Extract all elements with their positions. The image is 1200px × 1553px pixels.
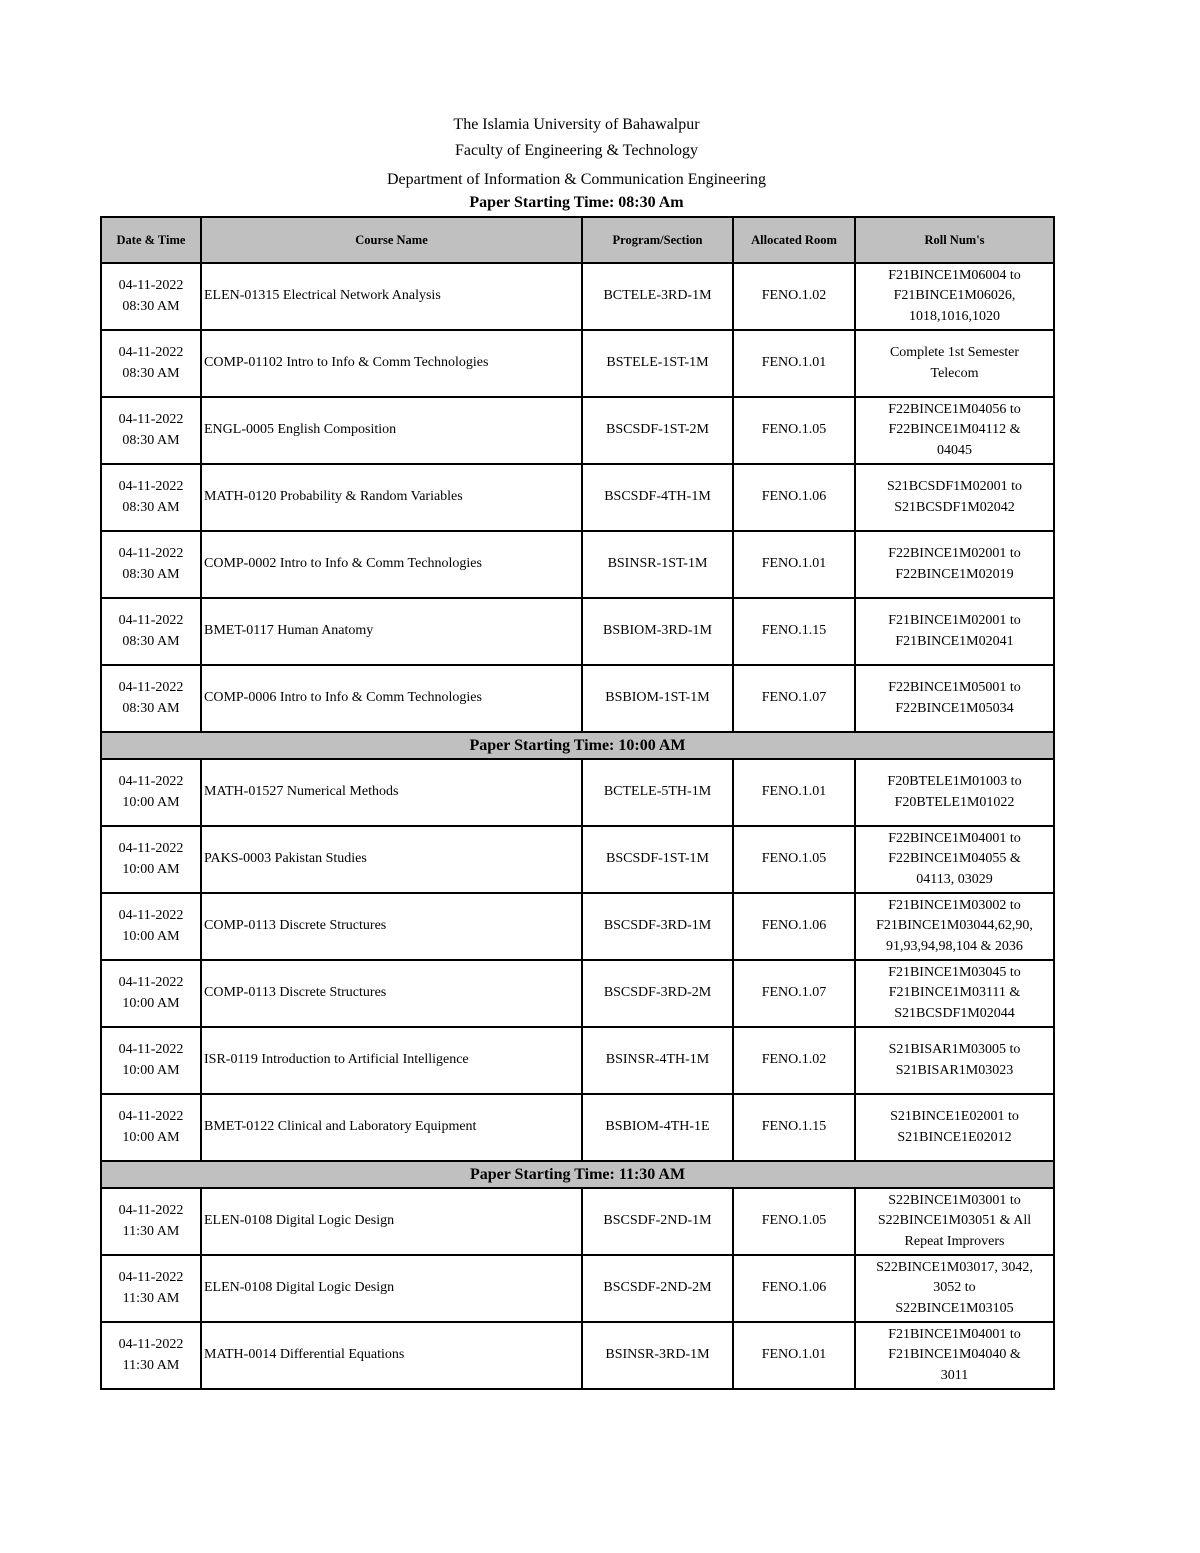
exam-date: 04-11-2022 — [118, 1109, 184, 1124]
roll-number-line: F22BINCE1M04001 to — [888, 830, 1021, 846]
date-time-cell — [101, 665, 201, 732]
roll-number-line: S22BINCE1M03051 & All — [877, 1213, 1032, 1229]
exam-time: 08:30 AM — [122, 432, 180, 448]
program-section-cell: BSCSDF-1ST-1M — [582, 826, 733, 893]
roll-number-line: Complete 1st Semester — [889, 345, 1020, 360]
table-row — [101, 397, 1054, 464]
date-time-cell — [101, 1188, 201, 1255]
table-row — [101, 665, 1054, 732]
column-header-course-name: Course Name — [201, 217, 582, 263]
allocated-room-cell: FENO.1.06 — [733, 464, 855, 531]
roll-number-line: 91,93,94,98,104 & 2036 — [886, 938, 1023, 954]
course-name-cell: ELEN-01315 Electrical Network Analysis — [201, 263, 582, 330]
exam-time: 10:00 AM — [122, 1129, 180, 1145]
exam-time: 10:00 AM — [122, 861, 180, 877]
course-name-cell: COMP-01102 Intro to Info & Comm Technologies — [201, 330, 582, 397]
program-section-cell: BSBIOM-3RD-1M — [582, 598, 733, 665]
exam-time: 08:30 AM — [122, 566, 180, 582]
first-paper-start-time: Paper Starting Time: 08:30 Am — [469, 194, 684, 211]
exam-time: 08:30 AM — [122, 633, 180, 649]
program-section-cell: BSCSDF-2ND-1M — [582, 1188, 733, 1255]
allocated-room-cell: FENO.1.05 — [733, 397, 855, 464]
roll-number-line: S21BCSDF1M02001 to — [887, 479, 1022, 494]
roll-number-line: F21BINCE1M03111 & — [888, 985, 1021, 1001]
exam-schedule-table — [100, 216, 1055, 1390]
course-name-cell: ELEN-0108 Digital Logic Design — [201, 1188, 582, 1255]
course-name-cell: BMET-0122 Clinical and Laboratory Equipment — [201, 1094, 582, 1161]
exam-time: 08:30 AM — [122, 365, 180, 381]
allocated-room-cell: FENO.1.01 — [733, 330, 855, 397]
roll-number-line: F22BINCE1M05001 to — [888, 680, 1021, 695]
roll-numbers-cell — [855, 598, 1054, 665]
roll-number-line: Repeat Improvers — [904, 1233, 1005, 1249]
table-row — [101, 893, 1054, 960]
section-header-row — [101, 732, 1054, 759]
column-header-date-time: Date & Time — [101, 217, 201, 263]
column-header-roll-numbers: Roll Num's — [855, 217, 1054, 263]
roll-numbers-cell — [855, 531, 1054, 598]
exam-date: 04-11-2022 — [118, 345, 184, 360]
program-section-cell: BSCSDF-3RD-1M — [582, 893, 733, 960]
roll-number-line: 04113, 03029 — [916, 871, 993, 887]
program-section-cell: BSCSDF-2ND-2M — [582, 1255, 733, 1322]
roll-numbers-cell — [855, 893, 1054, 960]
faculty-name: Faculty of Engineering & Technology — [455, 142, 698, 159]
course-name-cell: COMP-0113 Discrete Structures — [201, 960, 582, 1027]
allocated-room-cell: FENO.1.15 — [733, 1094, 855, 1161]
column-header-allocated-room: Allocated Room — [733, 217, 855, 263]
allocated-room-cell: FENO.1.06 — [733, 893, 855, 960]
roll-numbers-cell — [855, 1027, 1054, 1094]
table-row — [101, 464, 1054, 531]
roll-number-line: F21BINCE1M03044,62,90, — [876, 918, 1033, 934]
program-section-cell: BSTELE-1ST-1M — [582, 330, 733, 397]
exam-time: 11:30 AM — [122, 1223, 180, 1239]
date-time-cell — [101, 1255, 201, 1322]
exam-date: 04-11-2022 — [118, 1203, 184, 1218]
table-row — [101, 1255, 1054, 1322]
date-time-cell — [101, 598, 201, 665]
roll-number-line: S21BINCE1E02012 — [897, 1129, 1012, 1145]
roll-number-line: Telecom — [930, 365, 979, 381]
table-row — [101, 1188, 1054, 1255]
department-name: Department of Information & Communication Engineering — [386, 170, 766, 188]
roll-number-line: F21BINCE1M04040 & — [888, 1347, 1021, 1363]
program-section-cell: BSINSR-4TH-1M — [582, 1027, 733, 1094]
roll-number-line: F21BINCE1M03045 to — [888, 964, 1021, 980]
date-time-cell — [101, 1027, 201, 1094]
course-name-cell: BMET-0117 Human Anatomy — [201, 598, 582, 665]
roll-number-line: 3011 — [940, 1367, 969, 1383]
table-row — [101, 1322, 1054, 1389]
roll-number-line: F20BTELE1M01003 to — [887, 774, 1022, 789]
roll-numbers-cell — [855, 397, 1054, 464]
exam-time: 11:30 AM — [122, 1290, 180, 1306]
roll-number-line: F22BINCE1M04112 & — [888, 422, 1021, 438]
exam-time: 11:30 AM — [122, 1357, 180, 1373]
table-row — [101, 960, 1054, 1027]
course-name-cell: MATH-0120 Probability & Random Variables — [201, 464, 582, 531]
roll-numbers-cell — [855, 1094, 1054, 1161]
date-time-cell — [101, 263, 201, 330]
allocated-room-cell: FENO.1.02 — [733, 263, 855, 330]
program-section-cell: BSCSDF-1ST-2M — [582, 397, 733, 464]
roll-number-line: 04045 — [937, 442, 972, 458]
exam-date: 04-11-2022 — [118, 546, 184, 561]
roll-number-line: F22BINCE1M04055 & — [888, 851, 1021, 867]
roll-number-line: S21BISAR1M03005 to — [888, 1042, 1021, 1057]
roll-number-line: F22BINCE1M02001 to — [888, 546, 1021, 561]
exam-time: 10:00 AM — [122, 1062, 180, 1078]
date-time-cell — [101, 960, 201, 1027]
roll-number-line: F21BINCE1M06026, — [893, 288, 1016, 304]
exam-date: 04-11-2022 — [118, 1042, 184, 1057]
course-name-cell: COMP-0002 Intro to Info & Comm Technologies — [201, 531, 582, 598]
date-time-cell — [101, 826, 201, 893]
allocated-room-cell: FENO.1.15 — [733, 598, 855, 665]
course-name-cell: MATH-01527 Numerical Methods — [201, 759, 582, 826]
column-header-program-section: Program/Section — [582, 217, 733, 263]
course-name-cell: PAKS-0003 Pakistan Studies — [201, 826, 582, 893]
allocated-room-cell: FENO.1.01 — [733, 1322, 855, 1389]
date-time-cell — [101, 464, 201, 531]
allocated-room-cell: FENO.1.07 — [733, 665, 855, 732]
course-name-cell: ENGL-0005 English Composition — [201, 397, 582, 464]
course-name-cell: ELEN-0108 Digital Logic Design — [201, 1255, 582, 1322]
table-row — [101, 263, 1054, 330]
allocated-room-cell: FENO.1.01 — [733, 531, 855, 598]
course-name-cell: COMP-0006 Intro to Info & Comm Technologies — [201, 665, 582, 732]
allocated-room-cell: FENO.1.07 — [733, 960, 855, 1027]
exam-date: 04-11-2022 — [118, 841, 184, 856]
program-section-cell: BSINSR-1ST-1M — [582, 531, 733, 598]
exam-time: 08:30 AM — [122, 298, 180, 314]
roll-numbers-cell — [855, 759, 1054, 826]
allocated-room-cell: FENO.1.01 — [733, 759, 855, 826]
roll-number-line: F20BTELE1M01022 — [894, 794, 1015, 810]
roll-number-line: F22BINCE1M05034 — [895, 700, 1014, 716]
program-section-cell: BSCSDF-4TH-1M — [582, 464, 733, 531]
table-row — [101, 1094, 1054, 1161]
date-time-cell — [101, 531, 201, 598]
exam-date: 04-11-2022 — [118, 1270, 184, 1285]
exam-date: 04-11-2022 — [118, 908, 184, 923]
roll-number-line: F21BINCE1M02041 — [895, 633, 1014, 649]
exam-time: 10:00 AM — [122, 928, 180, 944]
university-name: The Islamia University of Bahawalpur — [453, 116, 700, 133]
roll-numbers-cell — [855, 330, 1054, 397]
roll-numbers-cell — [855, 263, 1054, 330]
roll-number-line: S22BINCE1M03017, 3042, — [876, 1259, 1033, 1275]
date-time-cell — [101, 759, 201, 826]
roll-numbers-cell — [855, 960, 1054, 1027]
roll-number-line: 1018,1016,1020 — [909, 308, 1000, 324]
course-name-cell: ISR-0119 Introduction to Artificial Intelligence — [201, 1027, 582, 1094]
exam-date: 04-11-2022 — [118, 613, 184, 628]
roll-numbers-cell — [855, 1255, 1054, 1322]
date-time-cell — [101, 330, 201, 397]
roll-numbers-cell — [855, 1322, 1054, 1389]
roll-numbers-cell — [855, 826, 1054, 893]
program-section-cell: BCTELE-3RD-1M — [582, 263, 733, 330]
roll-number-line: F21BINCE1M02001 to — [888, 613, 1021, 628]
document-header — [100, 112, 1053, 212]
exam-time: 10:00 AM — [122, 995, 180, 1011]
exam-time: 08:30 AM — [122, 700, 180, 716]
roll-numbers-cell — [855, 464, 1054, 531]
roll-number-line: F21BINCE1M04001 to — [888, 1326, 1021, 1342]
exam-time: 08:30 AM — [122, 499, 180, 515]
allocated-room-cell: FENO.1.05 — [733, 826, 855, 893]
table-row — [101, 826, 1054, 893]
date-time-cell — [101, 893, 201, 960]
exam-time: 10:00 AM — [122, 794, 180, 810]
roll-number-line: S22BINCE1M03001 to — [888, 1192, 1021, 1208]
date-time-cell — [101, 397, 201, 464]
roll-number-line: S21BCSDF1M02044 — [894, 1005, 1015, 1021]
section-start-time: Paper Starting Time: 10:00 AM — [101, 732, 1054, 759]
allocated-room-cell: FENO.1.05 — [733, 1188, 855, 1255]
roll-number-line: 3052 to — [933, 1280, 976, 1296]
roll-number-line: S21BISAR1M03023 — [895, 1062, 1014, 1078]
roll-number-line: F22BINCE1M02019 — [895, 566, 1014, 582]
roll-number-line: S22BINCE1M03105 — [895, 1300, 1014, 1316]
allocated-room-cell: FENO.1.02 — [733, 1027, 855, 1094]
program-section-cell: BSBIOM-1ST-1M — [582, 665, 733, 732]
program-section-cell: BSBIOM-4TH-1E — [582, 1094, 733, 1161]
exam-date: 04-11-2022 — [118, 1337, 184, 1352]
course-name-cell: MATH-0014 Differential Equations — [201, 1322, 582, 1389]
table-row — [101, 759, 1054, 826]
table-row — [101, 531, 1054, 598]
roll-numbers-cell — [855, 665, 1054, 732]
roll-number-line: S21BCSDF1M02042 — [894, 499, 1015, 515]
program-section-cell: BCTELE-5TH-1M — [582, 759, 733, 826]
table-row — [101, 1027, 1054, 1094]
date-time-cell — [101, 1094, 201, 1161]
roll-number-line: F21BINCE1M06004 to — [888, 267, 1021, 283]
program-section-cell: BSINSR-3RD-1M — [582, 1322, 733, 1389]
exam-date: 04-11-2022 — [118, 412, 184, 427]
course-name-cell: COMP-0113 Discrete Structures — [201, 893, 582, 960]
section-start-time: Paper Starting Time: 11:30 AM — [101, 1161, 1054, 1188]
table-row — [101, 598, 1054, 665]
section-header-row — [101, 1161, 1054, 1188]
table-header-row — [101, 217, 1054, 263]
exam-date: 04-11-2022 — [118, 479, 184, 494]
exam-date: 04-11-2022 — [118, 975, 184, 990]
exam-date: 04-11-2022 — [118, 680, 184, 695]
roll-numbers-cell — [855, 1188, 1054, 1255]
table-body — [101, 263, 1054, 1389]
date-time-cell — [101, 1322, 201, 1389]
roll-number-line: F21BINCE1M03002 to — [888, 897, 1021, 913]
roll-number-line: S21BINCE1E02001 to — [890, 1109, 1019, 1124]
table-row — [101, 330, 1054, 397]
exam-date: 04-11-2022 — [118, 278, 184, 293]
program-section-cell: BSCSDF-3RD-2M — [582, 960, 733, 1027]
roll-number-line: F22BINCE1M04056 to — [888, 401, 1021, 417]
allocated-room-cell: FENO.1.06 — [733, 1255, 855, 1322]
exam-date: 04-11-2022 — [118, 774, 184, 789]
